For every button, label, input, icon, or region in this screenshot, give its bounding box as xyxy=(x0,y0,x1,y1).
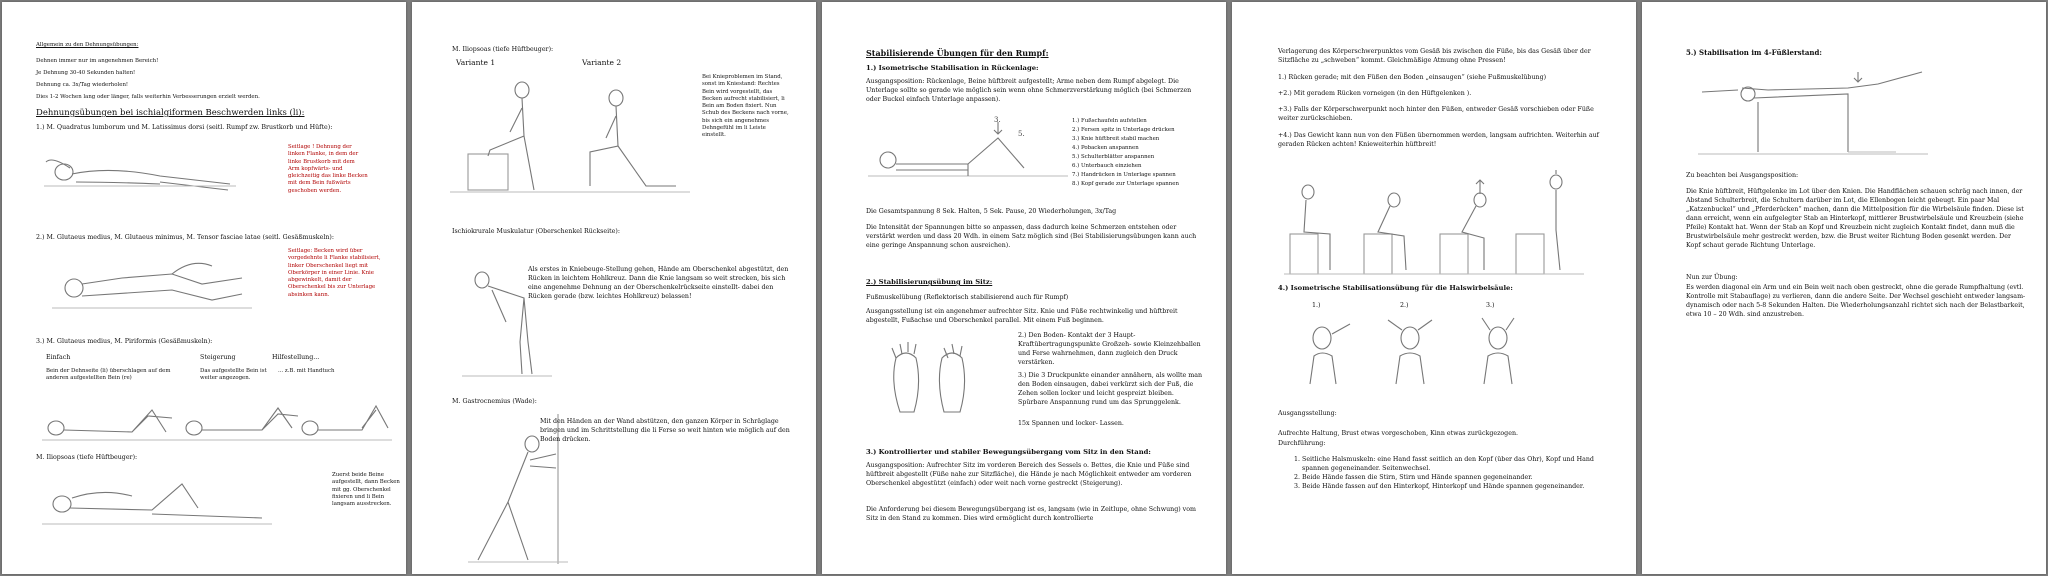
sit-stand-step-2: +2.) Mit geradem Rücken vorneigen (in den Hüftgelenken ). xyxy=(1278,90,1472,97)
quadruped-text: Die Knie hüftbreit, Hüftgelenke im Lot über den Knien. Die Handflächen schauen schräg nach innen, der Abstand Schulterbreit, die Schultern darüber im Lot, die Ellenbogen leicht gebeugt. Ein paar Mal „Katzenbuckel“ und „Pferderücken“ machen, dann die Mittelposition für die Wirbelsäule finden. Diese ist dann erreicht, wenn ein aufgelegter Stab an Hinterkopf, mittlerer Brustwirbelsäule und Kreuzbein (siehe Pfeile) Kontakt hat. Wenn der Stab an Kopf und Kreuzbein nicht zugleich Kontakt findet, dann muß die Brustwirbelsäule mehr gestreckt werden, bzw. die Brust weiter Richtung Boden gesenkt werden. Der Kopf schaut gerade Richtung Unterlage. xyxy=(1686,188,2024,249)
gluteus-side-figure xyxy=(52,254,252,320)
s1-step-8: 8.) Kopf gerade zur Unterlage spannen xyxy=(1072,181,1179,187)
start-position-text: Aufrechte Haltung, Brust etwas vorgeschoben, Kinn etwas zurückgezogen. xyxy=(1278,430,1518,437)
intro-line-2: Je Dehnung 30-40 Sekunden halten! xyxy=(36,70,136,76)
svg-text:3.: 3. xyxy=(994,116,1001,124)
exercise-1-note: Seitlage ! Dehnung der linken Flanke, in dem der linke Brustkorb mit dem Arm kopfwärts- und gleichzeitig das linke Becken mit dem Bein fußwärts geschoben werden. xyxy=(288,144,368,194)
attention-label: Zu beachten bei Ausgangsposition: xyxy=(1686,172,1799,179)
s4-label-3: 3.) xyxy=(1486,302,1495,309)
s4-label-1: 1.) xyxy=(1312,302,1321,309)
execution-step-2: 2. Beide Hände fassen die Stirn, Stirn und Hände spannen gegeneinander. xyxy=(1302,474,1606,483)
iliopsoas-side-note: Bei Knieproblemen im Stand, sonst im Kniestand: Rechtes Bein wird vorgestellt, das Becken aufrecht stabilisiert, li Bein am Boden fixiert. Nun Schub des Beckens nach vorne, bis sich ein angenehmes Dehngefühl im li Leiste einstellt. xyxy=(702,74,789,139)
intro-line-4: Dies 1-2 Wochen lang oder länger, falls weiterhin Verbesserungen erzielt werden. xyxy=(36,94,260,100)
s2-title: 2.) Stabilisierungsübung im Sitz: xyxy=(866,278,993,286)
intro-line-1: Dehnen immer nur im angenehmen Bereich! xyxy=(36,58,159,64)
gastro-title: M. Gastrocnemius (Wade): xyxy=(452,398,537,405)
s1-step-3: 3.) Knie hüftbreit stabil machen xyxy=(1072,136,1160,142)
exercise-3-note-steigerung: Das aufgestellte Bein ist weiter angezogen. xyxy=(200,368,267,382)
s1-step-2: 2.) Fersen spitz in Unterlage drücken xyxy=(1072,127,1175,133)
sit-stand-step-1: 1.) Rücken gerade; mit den Füßen den Boden „einsaugen“ (siehe Fußmuskelübung) xyxy=(1278,74,1547,81)
intro-line-3: Dehnung ca. 3x/Tag wiederholen! xyxy=(36,82,129,88)
sit-to-stand-figures xyxy=(1284,170,1584,276)
neck-isometric-figures xyxy=(1292,316,1552,386)
feet-figure xyxy=(882,342,992,418)
sit-stand-step-3: +3.) Falls der Körperschwerpunkt noch hinter den Füßen, entweder Gesäß vorschieben oder Füße weiter zurückschieben. xyxy=(1278,106,1594,122)
s4-title: 4.) Isometrische Stabilisationsübung für die Halswirbelsäule: xyxy=(1278,284,1513,292)
document-page-3 xyxy=(822,2,1226,574)
s1-step-1: 1.) Fußschaufeln aufstellen xyxy=(1072,118,1147,124)
gastro-text: Mit den Händen an der Wand abstützen, den ganzen Körper in Schräglage bringen und im Schrittstellung die li Ferse so weit hinten wie möglich auf den Boden drücken. xyxy=(540,418,790,443)
svg-text:5.: 5. xyxy=(1018,130,1025,138)
execution-step-1: 1. Seitliche Halsmuskeln: eine Hand fasst seitlich an den Kopf (über das Ohr), Kopf und Hand spannen gegeneinander. Seitenwechsel. xyxy=(1302,456,1606,474)
s3-title: 3.) Kontrollierter und stabiler Bewegungsübergang vom Sitz in den Stand: xyxy=(866,448,1151,456)
iliopsoas-title-p1: M. Iliopsoas (tiefe Hüftbeuger): xyxy=(36,454,138,461)
exercise-3-col-steigerung: Steigerung xyxy=(200,354,236,361)
piriformis-figures xyxy=(42,398,392,444)
s2-step-15x: 15x Spannen und locker- Lassen. xyxy=(1018,420,1124,427)
variant-1-label: Variante 1 xyxy=(456,58,496,67)
iliopsoas-lying-figure xyxy=(42,474,272,534)
sit-stand-intro: Verlagerung des Körperschwerpunktes vom Gesäß bis zwischen die Füße, bis das Gesäß über der Sitzfläche zu „schweben“ kommt. Gleichmäßige Atmung ohne Pressen! xyxy=(1278,48,1591,64)
execution-step-3: 3. Beide Hände fassen auf den Hinterkopf, Hinterkopf und Hände spannen gegeneinander. xyxy=(1302,483,1606,492)
lateral-stretch-figure xyxy=(40,142,240,202)
s1-step-7: 7.) Handrücken in Unterlage spannen xyxy=(1072,172,1176,178)
s4-label-2: 2.) xyxy=(1400,302,1409,309)
now-text: Es werden diagonal ein Arm und ein Bein weit nach oben gestreckt, ohne die gerade Rumpfhaltung (evtl. Kontrolle mit Stabauflage) zu verlieren, dann die andere Seite. Der Wechsel geschieht entweder langsam-dynamisch oder nach 5-8 Sekunden Halten. Die Wiederholungsanzahl richtet sich nach der Belastbarkeit, etwa 10 – 20 Wdh. sind anzustreben. xyxy=(1686,284,2026,318)
sit-stand-step-4: +4.) Das Gewicht kann nun von den Füßen übernommen werden, langsam aufrichten. Weiterhin auf geraden Rücken achten! Knieweiterhin hüftbreit! xyxy=(1278,132,1599,148)
intro-title: Allgemein zu den Dehnungsübungen: xyxy=(36,42,139,48)
stabilizing-title: Stabilisierende Übungen für den Rumpf: xyxy=(866,48,1049,58)
exercise-2-note: Seitlage: Becken wird über vorgedehnte li Flanke stabilisiert, linker Oberschenkel liegt mit Oberkörper in einer Linie. Knie abgewinkelt, damit der Oberschenkel bis zur Unterlage absinken kann. xyxy=(288,248,381,298)
document-page-2 xyxy=(412,2,816,574)
iliopsoas-standing-figures xyxy=(450,74,690,194)
exercise-3-note-hilfe: ... z.B. mit Handtuch xyxy=(278,368,335,374)
exercise-3-col-hilfe: Hilfestellung... xyxy=(272,354,320,361)
s2-step-3: 3.) Die 3 Druckpunkte einander annähern, als wollte man den Boden einsaugen, dabei verkürzt sich der Fuß, die Zehen sollen locker und leicht gespreizt bleiben. Spürbare Anspannung rund um das Sprunggelenk. xyxy=(1018,372,1203,406)
s1-total: Die Gesamtspannung 8 Sek. Halten, 5 Sek. Pause, 20 Wiederholungen, 3x/Tag xyxy=(866,208,1117,215)
s1-intensity: Die Intensität der Spannungen bitte so anpassen, dass dadurch keine Schmerzen entstehen oder verstärkt werden und dass 20 Wdh. in einem Satz möglich sind (Bei Stabilisierungsübungen kann auch eine geringe Anspannung schon ausreichen). xyxy=(866,224,1197,249)
s2-sub: Fußmuskelübung (Reflektorisch stabilisierend auch für Rumpf) xyxy=(866,294,1069,301)
quadruped-title: 5.) Stabilisation im 4-Füßlerstand: xyxy=(1686,48,1822,57)
ischio-title: Ischiokrurale Muskulatur (Oberschenkel Rückseite): xyxy=(452,228,620,235)
start-position-label: Ausgangsstellung: xyxy=(1278,410,1337,417)
iliopsoas-note-p1: Zuerst beide Beine aufgestellt, dann Becken mit gg. Oberschenkel fixieren und li Bein langsam ausstrecken. xyxy=(332,472,400,508)
s1-step-4: 4.) Pobacken anspannen xyxy=(1072,145,1139,151)
s1-text: Ausgangsposition: Rückenlage, Beine hüftbreit aufgestellt; Arme neben dem Rumpf abgelegt. Die Unterlage sollte so gerade wie möglich sein wenn ohne Schmerzverstärkung möglich (bei Schmerzen oder Buckel einfach Unterlage anpassen). xyxy=(866,78,1192,103)
s1-step-6: 6.) Unterbauch einziehen xyxy=(1072,163,1142,169)
supine-stabilization-figure xyxy=(868,116,1068,186)
s1-step-5: 5.) Schulterblätter anspannen xyxy=(1072,154,1155,160)
exercise-3-col-einfach: Einfach xyxy=(46,354,71,361)
iliopsoas-title: M. Iliopsoas (tiefe Hüftbeuger): xyxy=(452,46,554,53)
exercise-2-title: 2.) M. Glutaeus medius, M. Glutaeus minimus, M. Tensor fasciae latae (seitl. Gesäßmuskeln): xyxy=(36,234,334,241)
s2-text: Ausgangsstellung ist ein angenehmer aufrechter Sitz. Knie und Füße rechtwinkelig und hüftbreit abgestellt, Fußachse und Oberschenkel parallel. Mit einem Fuß beginnen. xyxy=(866,308,1178,324)
exercise-3-note-einfach: Bein der Dehnseite (li) überschlagen auf dem anderen aufgestellten Bein (re) xyxy=(46,368,171,382)
quadruped-figure xyxy=(1698,68,1928,158)
exercise-1-title: 1.) M. Quadratus lumborum und M. Latissimus dorsi (seitl. Rumpf zw. Brustkorb und Hüfte): xyxy=(36,124,333,131)
variant-2-label: Variante 2 xyxy=(582,58,622,67)
exercise-3-title: 3.) M. Glutaeus medius, M. Piriformis (Gesäßmuskeln): xyxy=(36,338,213,345)
document-page-4 xyxy=(1232,2,1636,574)
execution-steps xyxy=(1290,456,1606,492)
s1-title: 1.) Isometrische Stabilisation in Rückenlage: xyxy=(866,64,1039,72)
stretch-heading: Dehnungsübungen bei ischialgiformen Beschwerden links (li): xyxy=(36,108,305,118)
s2-step-2: 2.) Den Boden- Kontakt der 3 Haupt-Kraftübertragungspunkte Großzeh- sowie Kleinzehballen und Ferse wahrnehmen, dann zugleich den Druck verstärken. xyxy=(1018,332,1201,366)
document-page-5 xyxy=(1642,2,2046,574)
document-page-1 xyxy=(2,2,406,574)
execution-label: Durchführung: xyxy=(1278,440,1326,447)
s3-text: Ausgangsposition: Aufrechter Sitz im vorderen Bereich des Sessels o. Bettes, die Knie und Füße sind hüftbreit abgestellt (Füße nahe zur Sitzfläche), die Hände je nach Möglichkeit entweder am vorderen Oberschenkel abgestützt (einfach) oder weit nach vorne gestreckt (Steigerung). xyxy=(866,462,1192,487)
s3-text-2: Die Anforderung bei diesem Bewegungsübergang ist es, langsam (wie in Zeitlupe, ohne Schwung) vom Sitz in den Stand zu kommen. Dies wird ermöglicht durch kontrollierte xyxy=(866,506,1197,522)
ischio-text: Als erstes in Kniebeuge-Stellung gehen, Hände am Oberschenkel abgestützt, den Rücken in leichtem Hohlkreuz. Dann die Knie langsam so weit strecken, bis sich eine angenehme Dehnung an der Oberschenkelrückseite einstellt- dabei den Rücken gerade (bzw. leichtes Hohlkreuz) belassen! xyxy=(528,266,789,300)
now-label: Nun zur Übung: xyxy=(1686,274,1738,281)
